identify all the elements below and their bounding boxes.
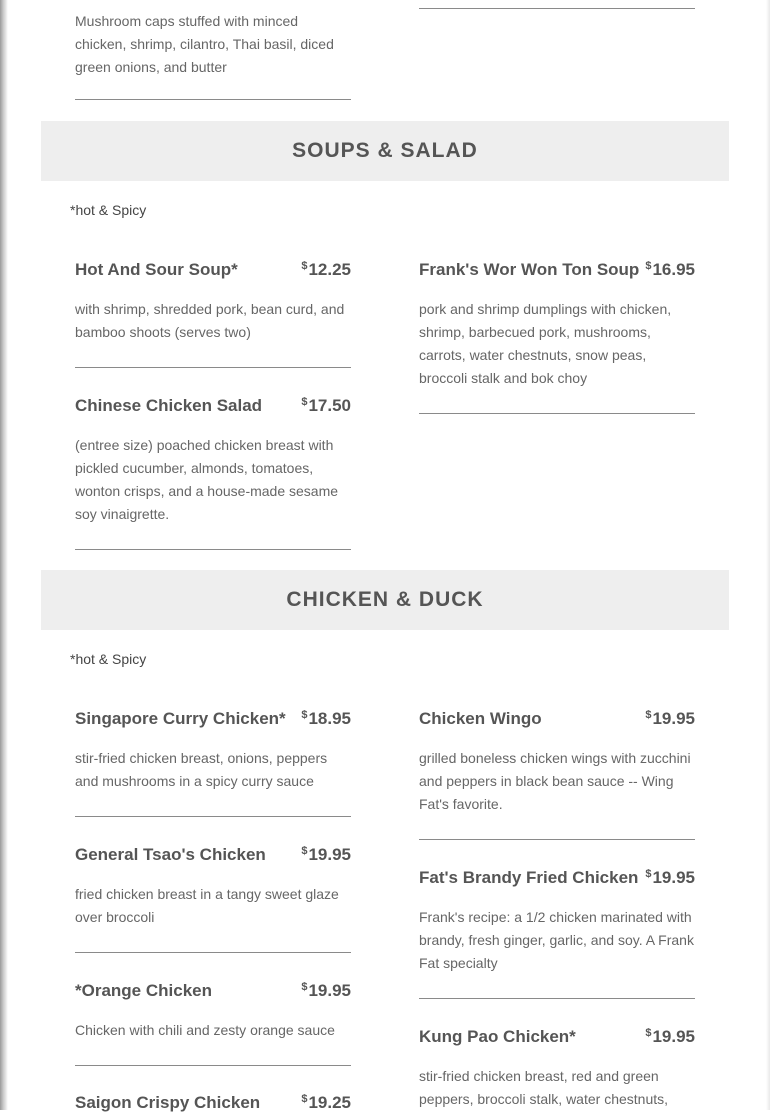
item-price [645,868,695,888]
item-price [301,396,351,416]
item-divider [419,839,695,840]
section-header-soups-salad [41,121,729,181]
item-name: Hot And Sour Soup* [75,260,238,279]
menu-item-wor-won-ton-soup[interactable] [419,260,695,390]
section-title: CHICKEN & DUCK [286,588,484,611]
item-divider [419,413,695,414]
currency-symbol: $ [301,845,308,857]
menu-item-chinese-chicken-salad[interactable] [75,396,351,526]
spicy-note: *hot & Spicy [70,202,147,218]
item-price [301,709,351,729]
currency-symbol: $ [645,260,652,272]
page-right-edge [766,0,770,1110]
price-value: 17.50 [308,396,351,415]
item-description: stir-fried chicken breast, onions, peppers and mushrooms in a spicy curry sauce [75,750,328,789]
item-name: Frank's Wor Won Ton Soup [419,260,640,279]
item-divider [75,816,351,817]
item-description: fried chicken breast in a tangy sweet glaze over broccoli [75,886,339,925]
currency-symbol: $ [645,868,652,880]
spicy-note: *hot & Spicy [70,651,147,667]
item-price [301,1093,351,1113]
price-value: 19.95 [652,709,695,728]
menu-item-chicken-wingo[interactable] [419,709,695,816]
item-name: General Tsao's Chicken [75,845,266,864]
item-name: *Orange Chicken [75,981,212,1000]
menu-item-kung-pao-chicken[interactable] [419,1027,695,1111]
item-description: Chicken with chili and zesty orange sauce [75,1022,335,1038]
item-divider [75,1065,351,1066]
menu-item-stuffed-mushrooms [75,0,351,79]
price-value: 19.25 [308,1093,351,1112]
item-price [301,260,351,280]
item-price [301,845,351,865]
item-description: grilled boneless chicken wings with zucchini and peppers in black bean sauce -- Wing Fat's favorite. [419,750,691,812]
currency-symbol: $ [301,260,308,272]
item-price [645,1027,695,1047]
menu-item-brandy-fried-chicken[interactable] [419,868,695,975]
menu-item-saigon-crispy-chicken[interactable] [75,1093,351,1117]
item-description: pork and shrimp dumplings with chicken, shrimp, barbecued pork, mushrooms, carrots, water chestnuts, snow peas, broccoli stalk and bok choy [419,301,672,386]
menu-item-orange-chicken[interactable] [75,981,351,1042]
item-name: Fat's Brandy Fried Chicken [419,868,639,887]
price-value: 19.95 [652,868,695,887]
price-value: 16.95 [652,260,695,279]
item-name: Saigon Crispy Chicken [75,1093,261,1112]
item-divider [75,549,351,550]
price-value: 19.95 [652,1027,695,1046]
currency-symbol: $ [301,709,308,721]
section-header-chicken-duck [41,570,729,630]
price-value: 19.95 [308,981,351,1000]
currency-symbol: $ [645,709,652,721]
menu-item-hot-and-sour-soup[interactable] [75,260,351,344]
currency-symbol: $ [301,396,308,408]
page-left-shadow [0,0,8,1110]
item-description: stir-fried chicken breast, red and green peppers, broccoli stalk, water chestnuts, [419,1068,669,1107]
item-divider [75,952,351,953]
item-price [301,981,351,1001]
price-value: 18.95 [308,709,351,728]
item-divider [75,367,351,368]
item-name: Singapore Curry Chicken* [75,709,286,728]
item-price [645,260,695,280]
currency-symbol: $ [645,1027,652,1039]
currency-symbol: $ [301,1093,308,1105]
item-description: with shrimp, shredded pork, bean curd, and bamboo shoots (serves two) [75,301,345,340]
item-divider [75,99,351,100]
item-name: Chicken Wingo [419,709,542,728]
item-divider [419,998,695,999]
item-description: (entree size) poached chicken breast with pickled cucumber, almonds, tomatoes, wonton crisps, and a house-made sesame soy vinaigrette. [75,437,339,522]
price-value: 12.25 [308,260,351,279]
currency-symbol: $ [301,981,308,993]
menu-item-general-tsaos-chicken[interactable] [75,845,351,929]
item-price [645,709,695,729]
section-title: SOUPS & SALAD [292,139,478,162]
price-value: 19.95 [308,845,351,864]
item-description: Mushroom caps stuffed with minced chicken, shrimp, cilantro, Thai basil, diced green onions, and butter [75,13,334,75]
item-divider [419,8,695,9]
item-description: Frank's recipe: a 1/2 chicken marinated with brandy, fresh ginger, garlic, and soy. A Frank Fat specialty [419,909,694,971]
item-name: Kung Pao Chicken* [419,1027,576,1046]
menu-item-singapore-curry-chicken[interactable] [75,709,351,793]
item-name: Chinese Chicken Salad [75,396,263,415]
